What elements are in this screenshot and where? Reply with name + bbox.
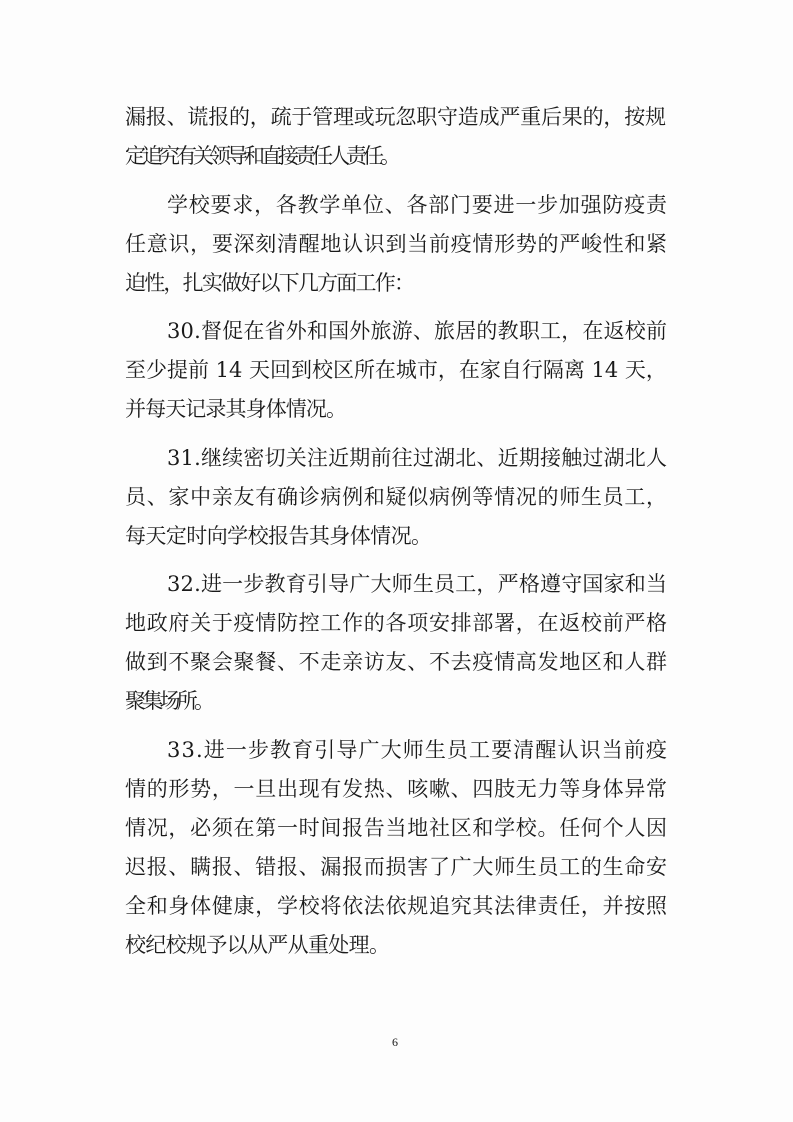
text-line: 32.进一步教育引导广大师生员工，严格遵守国家和当 xyxy=(167,572,668,596)
text-line: 学校要求，各教学单位、各部门要进一步加强防疫责 xyxy=(167,193,668,217)
text-line: 地政府关于疫情防控工作的各项安排部署，在返校前严格 xyxy=(125,611,668,635)
text-line: 做到不聚会聚餐、不走亲访友、不去疫情高发地区和人群 xyxy=(125,650,668,674)
page-number: 6 xyxy=(392,1035,398,1049)
text-line: 聚集场所。 xyxy=(125,689,212,713)
text-line: 迫性，扎实做好以下几方面工作： xyxy=(125,271,414,295)
text-line: 漏报、谎报的，疏于管理或玩忽职守造成严重后果的，按规 xyxy=(125,105,666,129)
text-line: 每天定时向学校报告其身体情况。 xyxy=(125,524,432,548)
text-line: 迟报、瞒报、错报、漏报而损害了广大师生员工的生命安 xyxy=(125,855,668,879)
text-line: 并每天记录其身体情况。 xyxy=(125,397,347,421)
text-line: 至少提前 14 天回到校区所在城市，在家自行隔离 14 天， xyxy=(125,358,667,382)
text-line: 33.进一步教育引导广大师生员工要清醒认识当前疫 xyxy=(167,738,669,762)
text-line: 30.督促在省外和国外旅游、旅居的教职工，在返校前 xyxy=(167,319,668,343)
text-line: 任意识，要深刻清醒地认识到当前疫情形势的严峻性和紧 xyxy=(125,232,668,256)
text-line: 31.继续密切关注近期前往过湖北、近期接触过湖北人 xyxy=(167,446,668,470)
text-line: 定追究有关领导和直接责任人责任。 xyxy=(125,144,397,168)
text-line: 情况，必须在第一时间报告当地社区和学校。任何个人因 xyxy=(125,816,668,840)
text-line: 员、家中亲友有确诊病例和疑似病例等情况的师生员工， xyxy=(125,485,668,509)
text-line: 情的形势，一旦出现有发热、咳嗽、四肢无力等身体异常 xyxy=(125,777,668,801)
text-line: 全和身体健康，学校将依法依规追究其法律责任，并按照 xyxy=(125,894,668,918)
text-line: 校纪校规予以从严从重处理。 xyxy=(125,933,390,957)
